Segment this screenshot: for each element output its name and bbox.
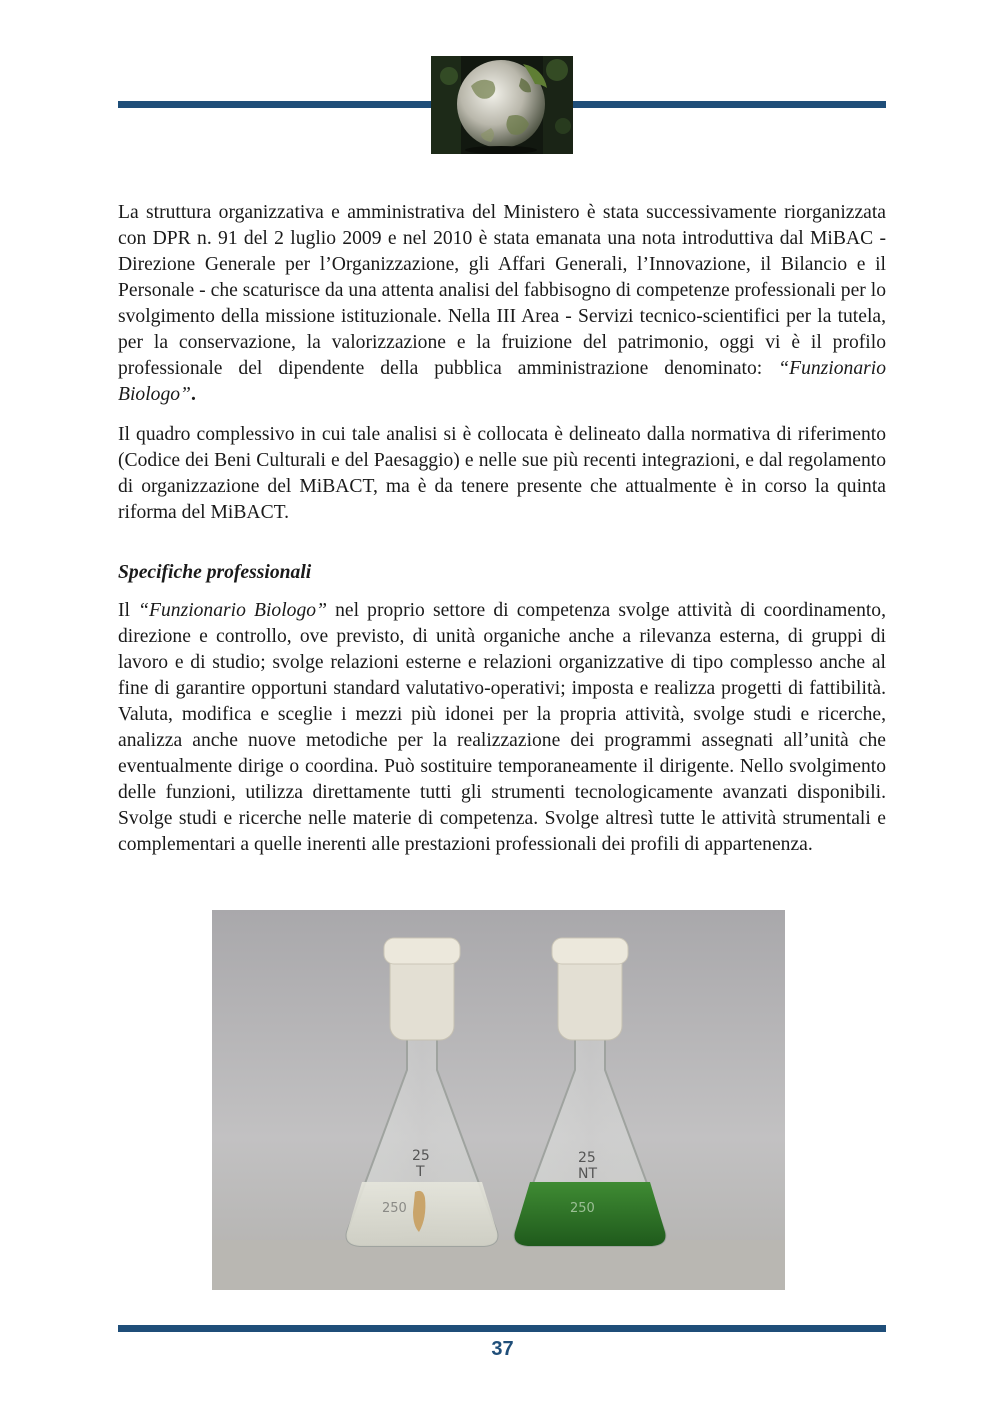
flask-left-label-top: 25 (412, 1148, 430, 1164)
paragraph-2-text: Il quadro complessivo in cui tale analisi si è collocata è delineato dalla normativa di riferimento (Codice dei Beni Culturali e del Paesaggio) e nelle sue più recenti integrazioni, e dal regolamento di organizzazione del MiBACT, ma è da tenere presente che attualmente è in corso la quinta riforma del MiBACT. (118, 424, 886, 523)
section-paragraph-text: nel proprio settore di competenza svolge attività di coordinamento, direzione e controllo, ove previsto, di unità organiche anche a rilevanza esterna, di gruppi di lavoro e di studio; svolge relazioni esterne e relazioni organizzative di tipo complesso anche al fine di garantire opportuni standard valutativo-operativi; imposta e realizza progetti di fattibilità. Valuta, modifica e sceglie i mezzi più idonei per la propria attività, svolge studi e ricerche, analizza anche nuove metodiche per la realizzazione dei programmi assegnati all’unità che eventualmente dirige o coordina. Può sostituire temporaneamente il dirigente. Nello svolgimento delle funzioni, utilizza direttamente tutti gli strumenti tecnologicamente avanzati disponibili. Svolge studi e ricerche nelle materie di competenza. Svolge altresì tutte le attività strumentali e complementari a quelle inerenti alle prestazioni professionali dei profili di appartenenza. (118, 600, 886, 855)
section-paragraph-start: Il (118, 600, 139, 621)
section-italic-term: “Funzionario Biologo” (138, 600, 327, 621)
paragraph-1-end: . (190, 384, 196, 405)
footer-rule (118, 1325, 886, 1332)
section-heading: Specifiche professionali (118, 562, 312, 583)
flask-right-volume: 250 (570, 1201, 595, 1216)
section-paragraph (118, 598, 886, 858)
page-number: 37 (491, 1338, 514, 1360)
paragraph-2 (118, 422, 886, 526)
flask-left-volume: 250 (382, 1201, 407, 1216)
flask-left-label-bottom: T (416, 1164, 425, 1180)
flask-right-label-bottom: NT (578, 1166, 598, 1182)
flask-right-label-top: 25 (578, 1150, 596, 1166)
paragraph-1 (118, 200, 886, 408)
paragraph-1-italic-term: “Funzionario Biologo” (118, 358, 886, 405)
header-photo-mossy-sphere (431, 56, 573, 154)
body-text (118, 200, 886, 540)
paragraph-1-text: La struttura organizzativa e amministrativa del Ministero è stata successivamente riorganizzata con DPR n. 91 del 2 luglio 2009 e nel 2010 è stata emanata una nota introduttiva dal MiBAC - Direzione Generale per l’Organizzazione, gli Affari Generali, l’Innovazione, il Bilancio e il Personale - che scaturisce da una attenta analisi del fabbisogno di competenze professionali per lo svolgimento della missione istituzionale. Nella III Area - Servizi tecnico-scientifici per la tutela, per la conservazione, la valorizzazione e la fruizione del patrimonio, oggi vi è il profilo professionale del dipendente della pubblica amministrazione denominato: (118, 202, 886, 379)
section-body (118, 598, 886, 872)
photo-erlenmeyer-flasks (212, 910, 785, 1290)
